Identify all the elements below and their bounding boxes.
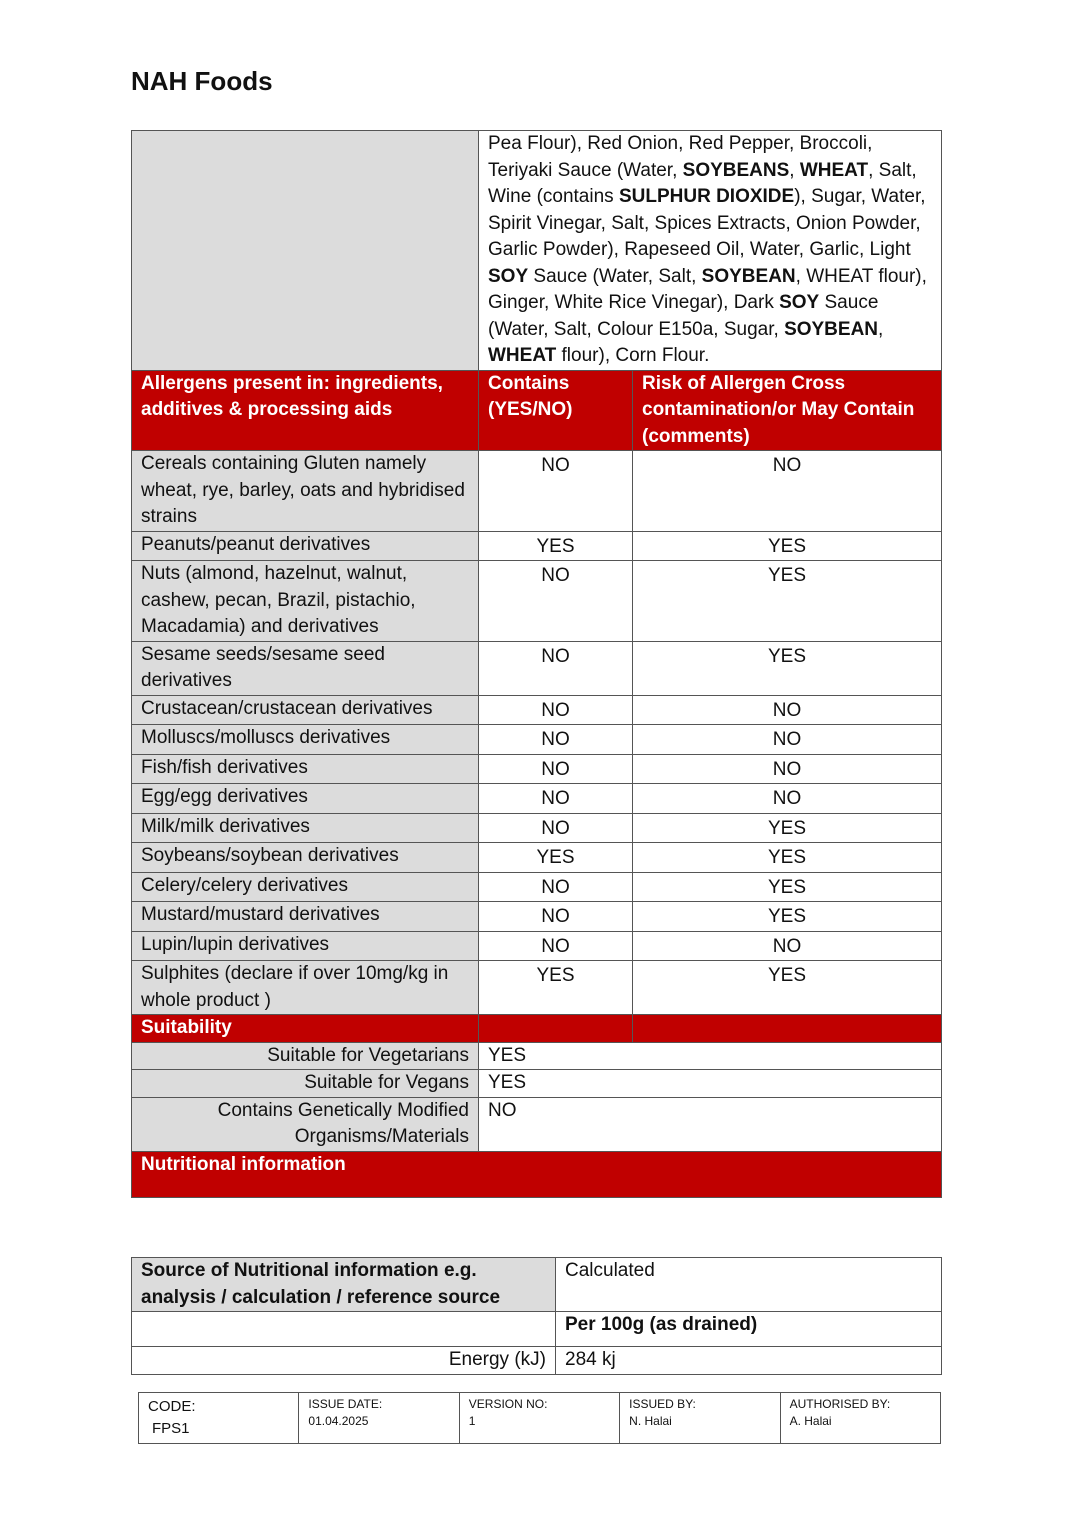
allergen-cross-risk: NO bbox=[633, 784, 942, 814]
version-label: VERSION NO: bbox=[468, 1397, 548, 1411]
issued-by-value: N. Halai bbox=[629, 1414, 672, 1428]
suitability-value: NO bbox=[479, 1097, 942, 1151]
issued-by-label: ISSUED BY: bbox=[629, 1397, 696, 1411]
allergen-cross-risk: YES bbox=[633, 813, 942, 843]
allergen-row bbox=[132, 902, 942, 932]
ingredient-allergen-highlight: SOYBEAN bbox=[701, 265, 796, 287]
allergen-row bbox=[132, 843, 942, 873]
allergen-name: Sesame seeds/sesame seed derivatives bbox=[132, 641, 479, 695]
allergen-row bbox=[132, 872, 942, 902]
allergen-row bbox=[132, 695, 942, 725]
nutrition-per-row bbox=[132, 1312, 942, 1347]
footer-authorised-by bbox=[780, 1393, 940, 1444]
suitability-header-blank bbox=[633, 1015, 942, 1043]
allergen-table bbox=[131, 130, 942, 1198]
allergen-contains: NO bbox=[479, 754, 633, 784]
version-value: 1 bbox=[468, 1414, 476, 1428]
suitability-header-blank bbox=[479, 1015, 633, 1043]
allergen-cross-risk: YES bbox=[633, 641, 942, 695]
allergen-contains: YES bbox=[479, 843, 633, 873]
ingredient-text: Sauce (Water, Salt, Colour E150a, Sugar, bbox=[488, 292, 879, 340]
allergen-cross-risk: YES bbox=[633, 902, 942, 932]
suitability-row bbox=[132, 1097, 942, 1151]
allergen-name: Soybeans/soybean derivatives bbox=[132, 843, 479, 873]
allergen-name: Nuts (almond, hazelnut, walnut, cashew, pecan, Brazil, pistachio, Macadamia) and derivatives bbox=[132, 561, 479, 642]
allergen-contains: NO bbox=[479, 561, 633, 642]
allergen-name: Fish/fish derivatives bbox=[132, 754, 479, 784]
allergen-row bbox=[132, 931, 942, 961]
allergen-name: Mustard/mustard derivatives bbox=[132, 902, 479, 932]
allergen-name: Crustacean/crustacean derivatives bbox=[132, 695, 479, 725]
allergen-contains: NO bbox=[479, 695, 633, 725]
allergen-row bbox=[132, 754, 942, 784]
allergen-header-col3: Risk of Allergen Cross contamination/or May Contain (comments) bbox=[633, 370, 942, 451]
ingredient-text: Pea Flour), Red Onion, Red Pepper, Broccoli, Teriyaki Sauce (Water, bbox=[488, 133, 873, 181]
suitability-row bbox=[132, 1042, 942, 1070]
suitability-label: Suitable for Vegetarians bbox=[132, 1042, 479, 1070]
nutrition-source-row bbox=[132, 1258, 942, 1312]
suitability-title: Suitability bbox=[132, 1015, 479, 1043]
allergen-cross-risk: NO bbox=[633, 725, 942, 755]
ingredient-text: flour), Corn Flour. bbox=[556, 345, 710, 366]
company-name: NAH Foods bbox=[131, 66, 273, 96]
allergen-contains: NO bbox=[479, 641, 633, 695]
nutrition-header-row bbox=[132, 1151, 942, 1197]
ingredient-text: ), Sugar, Water, Spirit Vinegar, Salt, Spices Extracts, Onion Powder, Garlic Powder), Rapeseed Oil, Water, Garlic, Light bbox=[488, 186, 926, 260]
footer-issued-by bbox=[620, 1393, 780, 1444]
allergen-row bbox=[132, 784, 942, 814]
allergen-header-col1: Allergens present in: ingredients, additives & processing aids bbox=[132, 370, 479, 451]
nutrition-title: Nutritional information bbox=[132, 1151, 942, 1197]
document-control-footer bbox=[138, 1392, 941, 1444]
allergen-name: Peanuts/peanut derivatives bbox=[132, 531, 479, 561]
footer-version bbox=[459, 1393, 619, 1444]
ingredient-text: , bbox=[878, 318, 884, 340]
allergen-name: Egg/egg derivatives bbox=[132, 784, 479, 814]
allergen-cross-risk: NO bbox=[633, 754, 942, 784]
ingredients-blank-cell bbox=[132, 131, 479, 371]
allergen-cross-risk: NO bbox=[633, 451, 942, 532]
allergen-row bbox=[132, 561, 942, 642]
allergen-cross-risk: YES bbox=[633, 843, 942, 873]
allergen-row bbox=[132, 961, 942, 1015]
nutrition-per-label: Per 100g (as drained) bbox=[556, 1312, 942, 1347]
issue-date-value: 01.04.2025 bbox=[308, 1414, 369, 1428]
ingredients-text bbox=[479, 131, 942, 371]
allergen-contains: NO bbox=[479, 725, 633, 755]
allergen-name: Celery/celery derivatives bbox=[132, 872, 479, 902]
allergen-cross-risk: NO bbox=[633, 695, 942, 725]
suitability-value: YES bbox=[479, 1070, 942, 1098]
ingredient-allergen-highlight: SOY bbox=[779, 292, 820, 313]
nutrition-source-label: Source of Nutritional information e.g. analysis / calculation / reference source bbox=[132, 1258, 556, 1312]
ingredient-allergen-highlight: WHEAT bbox=[488, 345, 557, 366]
allergen-contains: NO bbox=[479, 872, 633, 902]
allergen-contains: YES bbox=[479, 531, 633, 561]
code-value: FPS1 bbox=[152, 1420, 190, 1437]
allergen-contains: NO bbox=[479, 451, 633, 532]
allergen-name: Sulphites (declare if over 10mg/kg in whole product ) bbox=[132, 961, 479, 1015]
allergen-row bbox=[132, 725, 942, 755]
allergen-contains: YES bbox=[479, 961, 633, 1015]
ingredient-allergen-highlight: SULPHUR DIOXIDE bbox=[618, 186, 795, 207]
allergen-row bbox=[132, 451, 942, 532]
allergen-cross-risk: NO bbox=[633, 931, 942, 961]
ingredient-text: , bbox=[789, 159, 800, 181]
suitability-row bbox=[132, 1070, 942, 1098]
nutrition-energy-row bbox=[132, 1347, 942, 1375]
allergen-cross-risk: YES bbox=[633, 872, 942, 902]
suitability-label: Suitable for Vegans bbox=[132, 1070, 479, 1098]
allergen-header-row bbox=[132, 370, 942, 451]
allergen-header-col2: Contains (YES/NO) bbox=[479, 370, 633, 451]
nutrition-per-blank bbox=[132, 1312, 556, 1347]
suitability-label: Contains Genetically Modified Organisms/Materials bbox=[132, 1097, 479, 1151]
allergen-cross-risk: YES bbox=[633, 961, 942, 1015]
allergen-contains: NO bbox=[479, 813, 633, 843]
allergen-contains: NO bbox=[479, 931, 633, 961]
ingredient-text: , WHEAT flour), Ginger, White Rice Vinegar), Dark bbox=[488, 265, 927, 313]
issue-date-label: ISSUE DATE: bbox=[308, 1397, 383, 1411]
allergen-cross-risk: YES bbox=[633, 561, 942, 642]
ingredient-text: Sauce (Water, Salt, bbox=[528, 265, 702, 287]
allergen-name: Molluscs/molluscs derivatives bbox=[132, 725, 479, 755]
allergen-row bbox=[132, 813, 942, 843]
allergen-row bbox=[132, 641, 942, 695]
suitability-value: YES bbox=[479, 1042, 942, 1070]
footer-issue-date bbox=[299, 1393, 459, 1444]
ingredient-allergen-highlight: SOY bbox=[488, 265, 529, 287]
footer-code bbox=[139, 1393, 299, 1444]
code-label: CODE: bbox=[148, 1398, 196, 1415]
allergen-name: Cereals containing Gluten namely wheat, rye, barley, oats and hybridised strains bbox=[132, 451, 479, 532]
allergen-contains: NO bbox=[479, 784, 633, 814]
nutrition-table bbox=[131, 1257, 942, 1375]
energy-value: 284 kj bbox=[556, 1347, 942, 1375]
ingredients-row bbox=[132, 131, 942, 371]
authorised-by-value: A. Halai bbox=[789, 1414, 832, 1428]
suitability-header-row bbox=[132, 1015, 942, 1043]
allergen-contains: NO bbox=[479, 902, 633, 932]
allergen-name: Lupin/lupin derivatives bbox=[132, 931, 479, 961]
allergen-name: Milk/milk derivatives bbox=[132, 813, 479, 843]
authorised-by-label: AUTHORISED BY: bbox=[789, 1397, 891, 1411]
energy-label: Energy (kJ) bbox=[132, 1347, 556, 1375]
ingredient-allergen-highlight: WHEAT bbox=[799, 159, 869, 181]
allergen-cross-risk: YES bbox=[633, 531, 942, 561]
ingredient-allergen-highlight: SOYBEANS bbox=[682, 159, 790, 181]
ingredient-text: , Salt, Wine (contains bbox=[488, 159, 917, 207]
ingredient-allergen-highlight: SOYBEAN bbox=[784, 318, 879, 340]
allergen-row bbox=[132, 531, 942, 561]
nutrition-source-value: Calculated bbox=[556, 1258, 942, 1312]
